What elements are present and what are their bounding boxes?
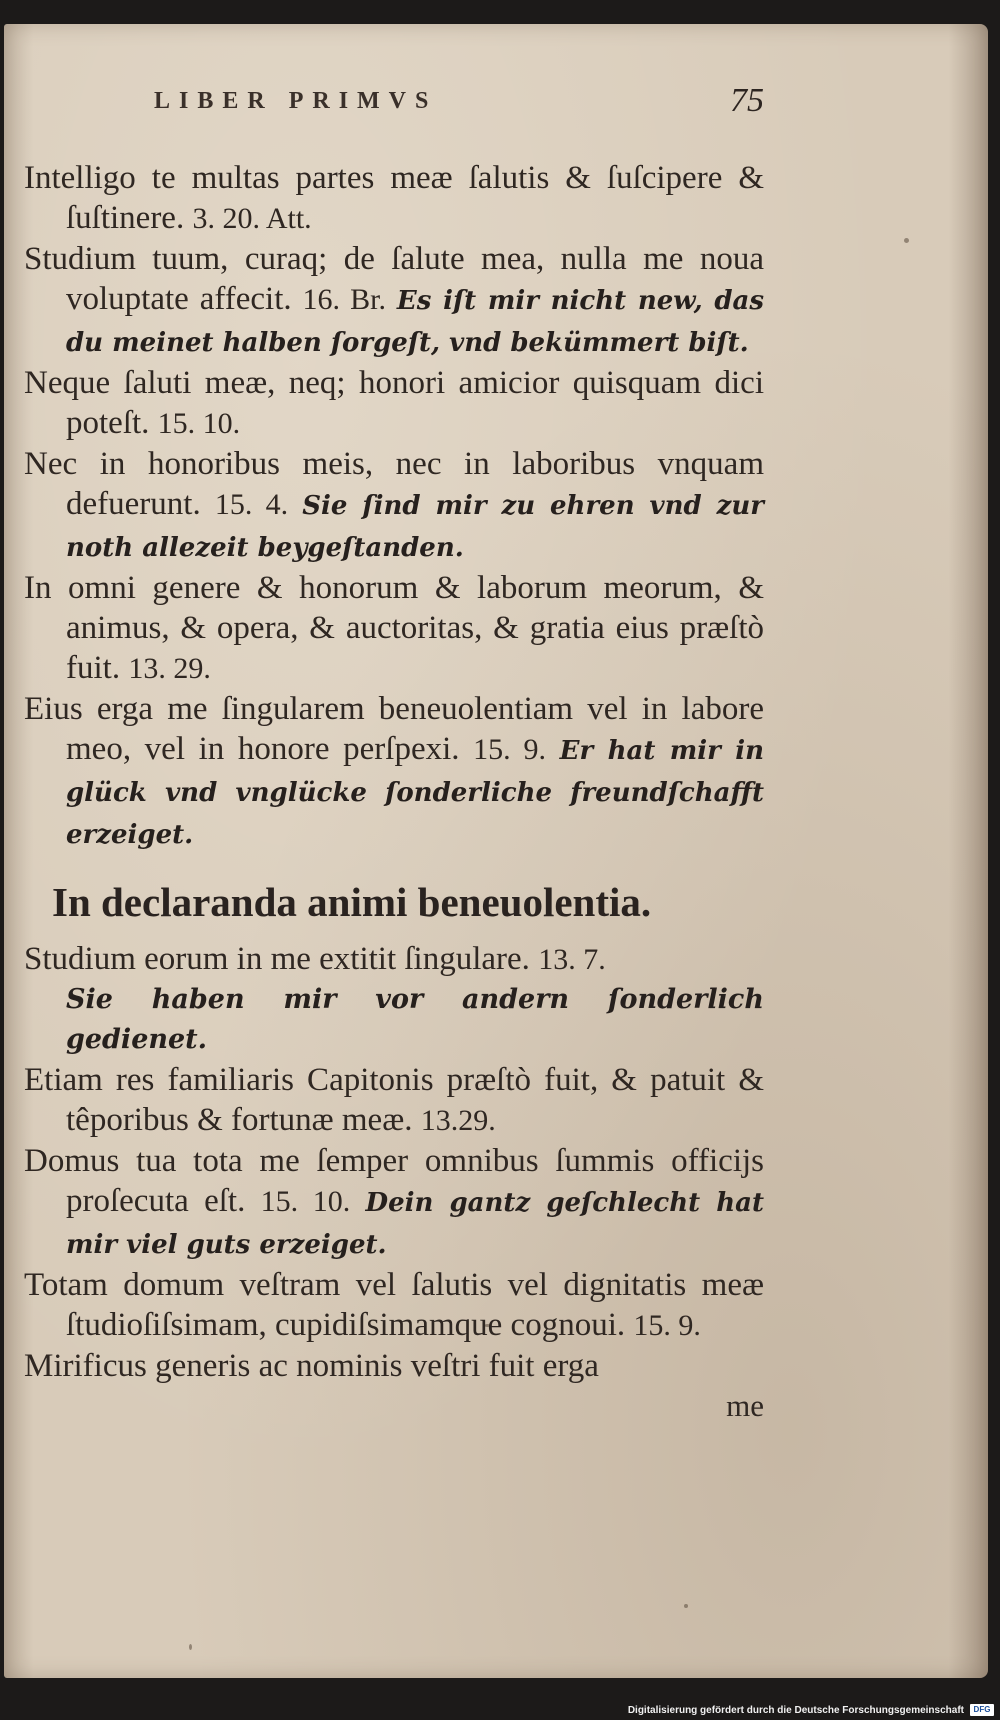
catchword: me [726,1388,764,1423]
entry [24,1060,764,1141]
entry-text: Mirificus generis ac nominis veſtri fuit erga [24,1348,599,1384]
entry [24,444,764,568]
running-title: LIBER PRIMVS [154,87,438,114]
entry-text: Studium eorum in me extitit ſingulare. [24,941,530,977]
text-block [24,158,764,1426]
german-gloss: Sie haben mir vor andern ſonderlich gedienet. [66,984,764,1055]
entry-reference: 16. Br. [302,283,387,316]
entry [24,568,764,689]
paper-speck [189,1644,192,1650]
entry-reference: 13.29. [420,1104,496,1137]
entry-reference: 15. 9. [473,733,547,766]
entry [24,689,764,855]
entry-text: In omni genere & honorum & laborum meorum, & animus, & opera, & auctoritas, & gratia eius præſtò fuit. [24,570,764,686]
german-gloss: Dein gantz geſchlecht hat mir viel guts erzeiget. [66,1188,764,1260]
entry-text: Etiam res familiaris Capitonis præſtò fuit, & patuit & têporibus & fortunæ meæ. [24,1062,764,1138]
section-heading: In declaranda animi beneuolentia. [52,879,652,925]
dfg-logo-text: DFG [973,1705,991,1714]
entry-text: Intelligo te multas partes meæ ſalutis & ſuſcipere & ſuſtinere. [24,160,764,236]
entry-text: Studium tuum, curaq; de ſalute mea, nulla me noua voluptate affecit. [24,241,764,317]
entry-reference: 15. 10. [260,1185,351,1218]
german-gloss: Es iſt mir nicht new, das du meinet halben ſorgeſt, vnd bekümmert biſt. [66,286,764,358]
paper-speck [904,238,909,243]
entry-text: Eius erga me ſingularem beneuolentiam vel in labore meo, vel in honore perſpexi. [24,691,764,767]
entry-text: Totam domum veſtram vel ſalutis vel dignitatis meæ ſtudioſiſsimam, cupidiſsimamque cognoui. [24,1267,764,1343]
entry-reference: 13. 29. [128,652,211,685]
paper-speck [684,1604,688,1608]
entry [24,939,764,1060]
funding-credit: Digitalisierung gefördert durch die Deutsche Forschungsgemeinschaft [627,1704,964,1716]
dfg-logo-icon [970,1704,994,1716]
german-gloss: Er hat mir in glück vnd vnglücke ſonderliche freundſchafft erzeiget. [66,736,765,850]
entry-reference: 15. 10. [157,407,241,440]
entry-text: Neque ſaluti meæ, neq; honori amicior quisquam dici poteſt. [24,365,764,441]
entry [24,363,764,444]
book-page [4,24,988,1678]
entry [24,1141,764,1265]
entry [24,1265,764,1346]
entry-reference: 3. 20. Att. [192,202,312,235]
german-gloss: Sie ſind mir zu ehren vnd zur noth allezeit beygeſtanden. [66,491,764,563]
entry [24,158,764,239]
entry [24,1346,764,1386]
entry-text: Nec in honoribus meis, nec in laboribus vnquam defuerunt. [24,446,764,522]
running-head [154,81,764,121]
digitization-footer [0,1700,1000,1720]
entry-reference: 13. 7. [538,943,606,976]
page-number: 75 [730,82,764,119]
entry [24,239,764,363]
entry-text: Domus tua tota me ſemper omnibus ſummis officijs proſecuta eſt. [24,1143,764,1219]
entry-reference: 15. 9. [633,1309,701,1342]
entry-reference: 15. 4. [214,488,289,521]
